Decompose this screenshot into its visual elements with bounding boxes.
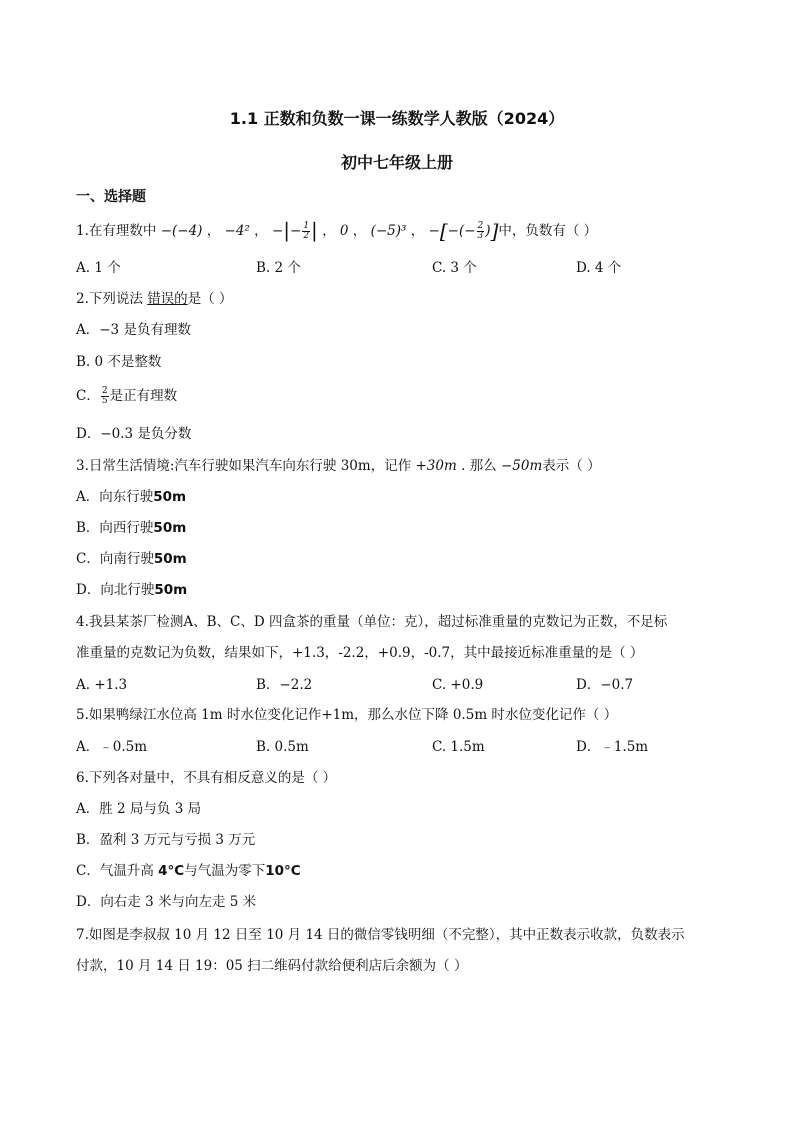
page-title: 1.1 正数和负数一课一练数学人教版（2024） (229, 109, 565, 128)
q3-math-1: +30m (415, 458, 457, 474)
q2-option-b: B. 0 不是整数 (76, 354, 162, 370)
q1-sep-1: ， (206, 223, 221, 239)
question-4-line-1: 4.我县某茶厂检测A、B、C、D 四盒茶的重量（单位：克），超过标准重量的克数记为正数，不足标 (76, 614, 668, 630)
q3-option-a: A．向东行驶50m (76, 489, 187, 505)
q1-term-5: (−5)³ (370, 223, 407, 239)
q6-option-b: B．盈利 3 万元与亏损 3 万元 (76, 832, 256, 848)
q5-option-b: B. 0.5m (256, 739, 309, 755)
q2-option-c: C． $\frac{2}{5}$ 是正有理数 (76, 386, 178, 406)
q5-option-a: A．﹣0.5m (76, 739, 148, 755)
q6-option-c: C．气温升高 4°C与气温为零下10°C (76, 863, 301, 879)
question-2-suffix: 是（ ） (187, 291, 233, 307)
question-7-line-2: 付款，10 月 14 日 19：05 扫二维码付款给便利店后余额为（ ） (76, 958, 468, 974)
question-1 (76, 220, 597, 241)
q3-math-2: −50m (500, 458, 543, 474)
q4-option-c: C. +0.9 (432, 677, 484, 693)
q4-option-d: D．−0.7 (576, 677, 634, 693)
q6-option-d: D．向右走 3 米与向左走 5 米 (76, 894, 257, 910)
q4-option-b: B．−2.2 (256, 677, 313, 693)
question-2 (76, 289, 232, 309)
q3-option-c: C．向南行驶50m (76, 551, 187, 567)
q5-option-d: D．﹣1.5m (576, 739, 649, 755)
q6-option-a: A．胜 2 局与负 3 局 (76, 801, 202, 817)
q1-term-2: −4² (224, 223, 250, 239)
q1-sep-3: ， (322, 223, 336, 239)
question-2-prefix: 2.下列说法 (76, 291, 143, 307)
q1-term-3: −|− $\frac{1}{2}$ | (271, 218, 318, 242)
q5-option-c: C. 1.5m (432, 739, 485, 755)
question-1-prefix: 1.在有理数中 (76, 223, 157, 239)
question-2-emphasis: 错误的 (147, 291, 188, 307)
question-7-line-1: 7.如图是李叔叔 10 月 12 日至 10 月 14 日的微信零钱明细（不完整），其中正数表示收款，负数表示 (76, 927, 685, 943)
question-3: 3.日常生活情境:汽车行驶如果汽车向东行驶 30m，记作 +30m . 那么 −50m表示（ ） (76, 458, 601, 474)
page-subtitle: 初中七年级上册 (340, 153, 453, 172)
q1-sep-5: ， (410, 223, 425, 239)
q1-option-b: B. 2 个 (256, 260, 301, 276)
q2-option-d: D．−0.3 是负分数 (76, 426, 192, 442)
question-6: 6.下列各对量中，不具有相反意义的是（ ） (76, 770, 337, 786)
q1-sep-2: ， (254, 223, 268, 239)
q1-option-a: A. 1 个 (76, 260, 121, 276)
q4-option-a: A. +1.3 (76, 677, 128, 693)
question-4-line-2: 准重量的克数记为负数，结果如下，+1.3，-2.2，+0.9，-0.7，其中最接近标准重量的是（ ） (76, 645, 644, 661)
section-heading: 一、选择题 (76, 189, 146, 205)
q2-option-a: A．−3 是负有理数 (76, 322, 191, 338)
q1-option-d: D. 4 个 (576, 260, 622, 276)
q1-term-4: 0 (339, 223, 349, 239)
q1-sep-4: ， (352, 223, 367, 239)
q3-option-d: D．向北行驶50m (76, 582, 188, 598)
question-5: 5.如果鸭绿江水位高 1m 时水位变化记作+1m，那么水位下降 0.5m 时水位变化记作（ ） (76, 707, 618, 723)
q1-term-6: −[−(− $\frac{2}{3}$ )] (428, 219, 499, 243)
q3-option-b: B．向西行驶50m (76, 520, 187, 536)
q1-option-c: C. 3 个 (432, 260, 477, 276)
q1-term-1: −(−4) (160, 223, 203, 239)
question-1-suffix: 中，负数有（ ） (498, 223, 598, 239)
